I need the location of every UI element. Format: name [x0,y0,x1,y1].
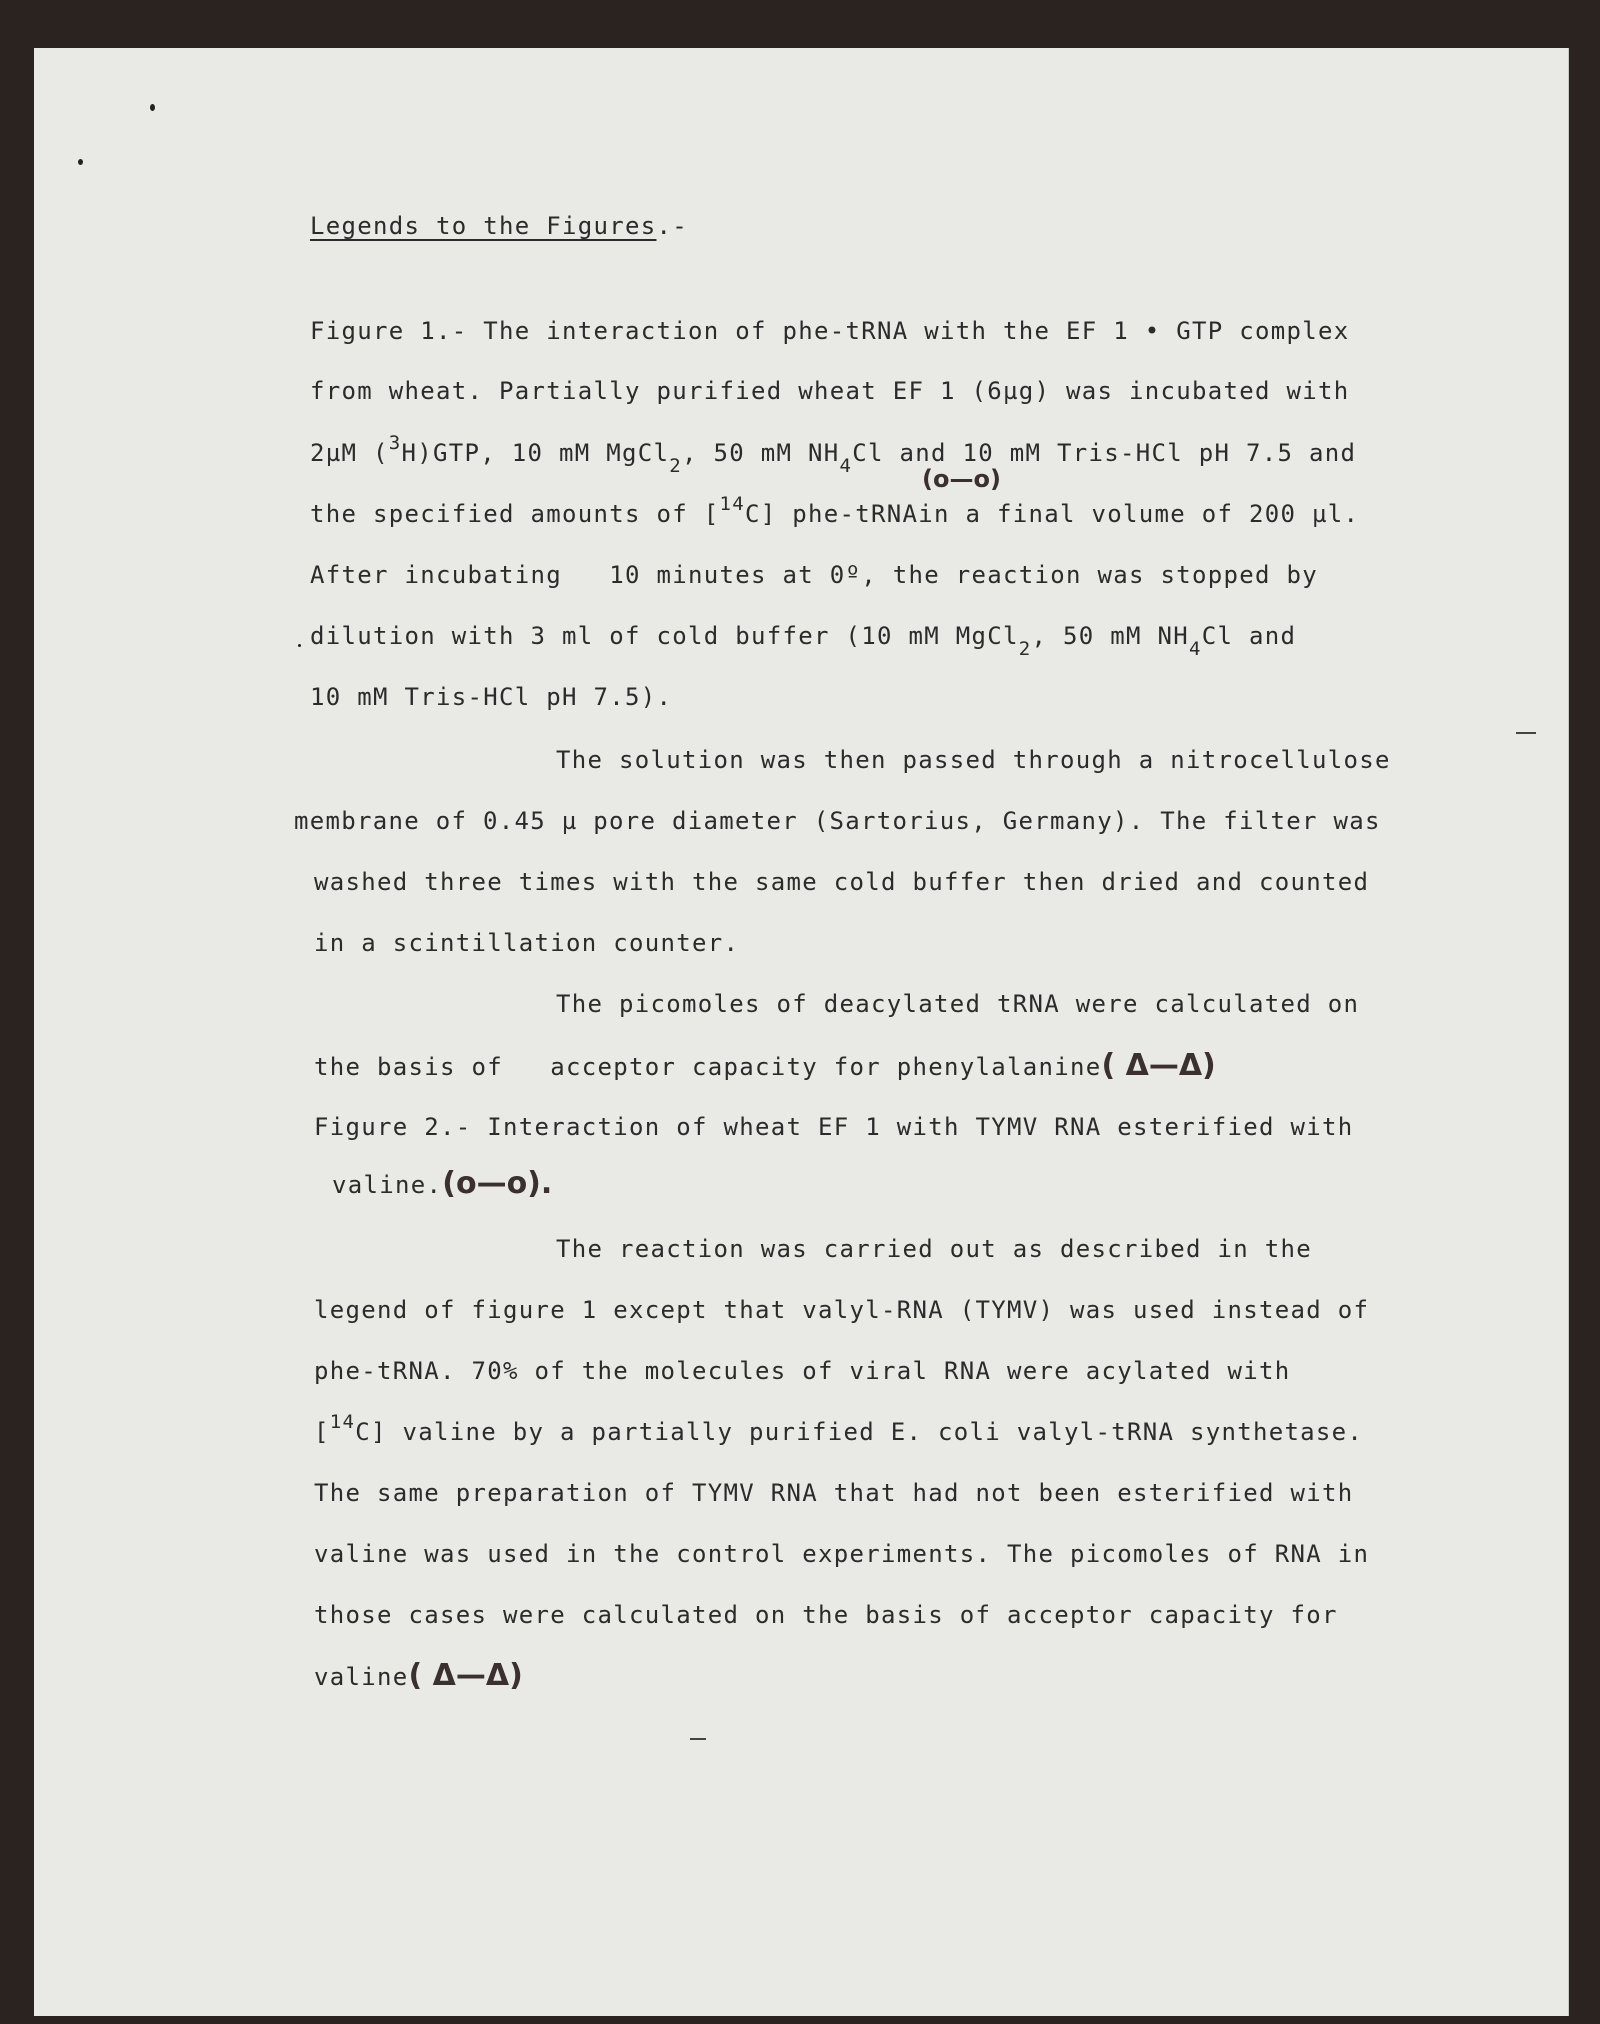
text-line: valine( Δ—Δ) [314,1658,523,1693]
document-page [34,48,1569,2016]
text-line: the basis of acceptor capacity for phenylalanine( Δ—Δ) [314,1048,1216,1083]
handwritten-annotation: ( Δ—Δ) [408,1658,523,1693]
text-line: legend of figure 1 except that valyl-RNA (TYMV) was used instead of [314,1296,1370,1324]
text-line: washed three times with the same cold buffer then dried and counted [314,868,1370,896]
text-line: Figure 2.- Interaction of wheat EF 1 with TYMV RNA esterified with [314,1113,1354,1141]
text-line: The solution was then passed through a nitrocellulose [556,746,1391,774]
text-line: from wheat. Partially purified wheat EF 1 (6µg) was incubated with [310,377,1350,405]
text-line: 2µM ($^3$H)GTP, 10 mM MgCl$_2$, 50 mM $NH_4Cl$ and 10 mM Tris-HCl pH 7.5 and [310,432,1357,477]
text-line: The picomoles of deacylated tRNA were calculated on [556,990,1360,1018]
text-line: dilution with 3 ml of cold buffer (10 mM MgCl$_2$, 50 mM $NH_4Cl$ and [310,622,1297,660]
text-line: valine was used in the control experiments. The picomoles of RNA in [314,1540,1370,1568]
text-line: phe-tRNA. 70% of the molecules of viral RNA were acylated with [314,1357,1291,1385]
text-line: the specified amounts of [$^{14}$C] phe-tRNAin a final volume of 200 µl. [310,493,1360,528]
page-title: Legends to the Figures.- [310,212,688,240]
margin-mark [1516,732,1536,734]
text-line: those cases were calculated on the basis of acceptor capacity for [314,1601,1338,1629]
text-line: The same preparation of TYMV RNA that had not been esterified with [314,1479,1354,1507]
text-line: Figure 1.- The interaction of phe-tRNA with the EF 1 • GTP complex [310,317,1350,345]
text-line: The reaction was carried out as described in the [556,1235,1312,1263]
stray-mark [690,1738,706,1740]
handwritten-annotation: ( Δ—Δ) [1101,1048,1216,1083]
stray-mark [78,159,83,165]
handwritten-annotation: (o—o) [922,465,1001,493]
stray-mark [150,104,155,111]
text-line: membrane of 0.45 µ pore diameter (Sartorius, Germany). The filter was [294,807,1381,835]
text-line: in a scintillation counter. [314,929,740,957]
text-line: valine.(o—o). [332,1166,553,1201]
text-line: After incubating 10 minutes at 0º, the reaction was stopped by [310,561,1318,589]
text-line: [$^{14}$C] valine by a partially purified E. coli valyl-tRNA synthetase. [314,1411,1364,1446]
stray-mark [298,644,301,647]
handwritten-annotation: (o—o). [442,1166,553,1201]
text-line: 10 mM Tris-HCl pH 7.5). [310,683,673,711]
